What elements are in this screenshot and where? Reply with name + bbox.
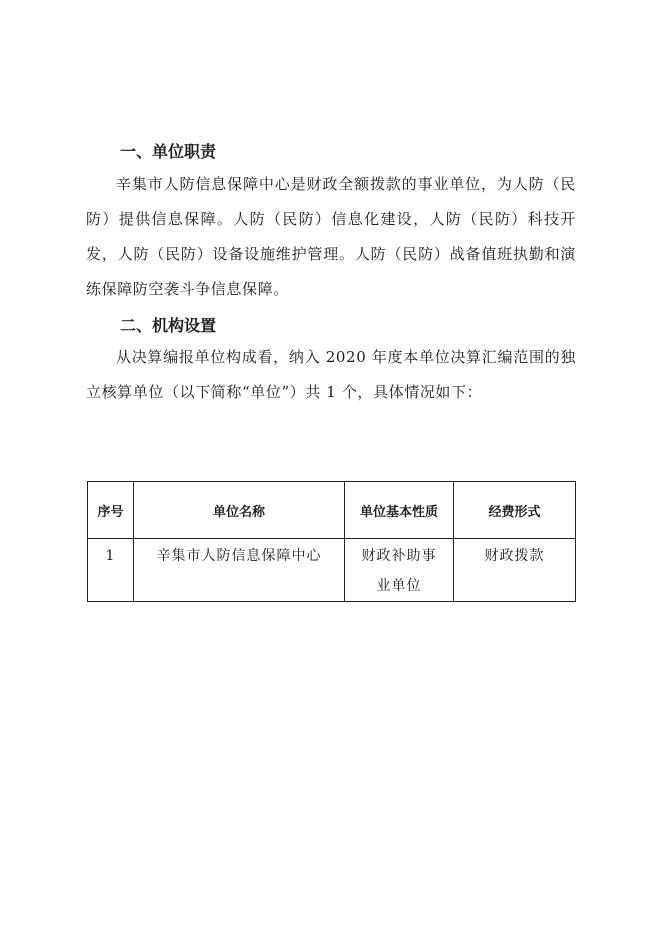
table-header-row bbox=[88, 482, 576, 539]
organization-paragraph: 从决算编报单位构成看，纳入 2020 年度本单位决算汇编范围的独立核算单位（以下简称“单位”）共 1 个，具体情况如下： bbox=[86, 348, 576, 401]
cell-unit-name: 辛集市人防信息保障中心 bbox=[134, 539, 345, 602]
cell-funding-type: 财政拨款 bbox=[454, 539, 576, 602]
header-unit-name: 单位名称 bbox=[134, 482, 345, 539]
cell-index: 1 bbox=[88, 539, 134, 602]
header-funding-type: 经费形式 bbox=[454, 482, 576, 539]
units-table bbox=[87, 481, 576, 602]
section-heading-organization: 二、机构设置 bbox=[120, 316, 217, 335]
header-index: 序号 bbox=[88, 482, 134, 539]
section-heading-duties: 一、单位职责 bbox=[120, 142, 217, 161]
table-row bbox=[88, 539, 576, 602]
cell-unit-nature: 财政补助事业单位 bbox=[345, 539, 454, 602]
duties-paragraph: 辛集市人防信息保障中心是财政全额拨款的事业单位，为人防（民防）提供信息保障。人防（民防）信息化建设，人防（民防）科技开发，人防（民防）设备设施维护管理。人防（民防）战备值班执勤和演练保障防空袭斗争信息保障。 bbox=[86, 175, 576, 298]
header-unit-nature: 单位基本性质 bbox=[345, 482, 454, 539]
